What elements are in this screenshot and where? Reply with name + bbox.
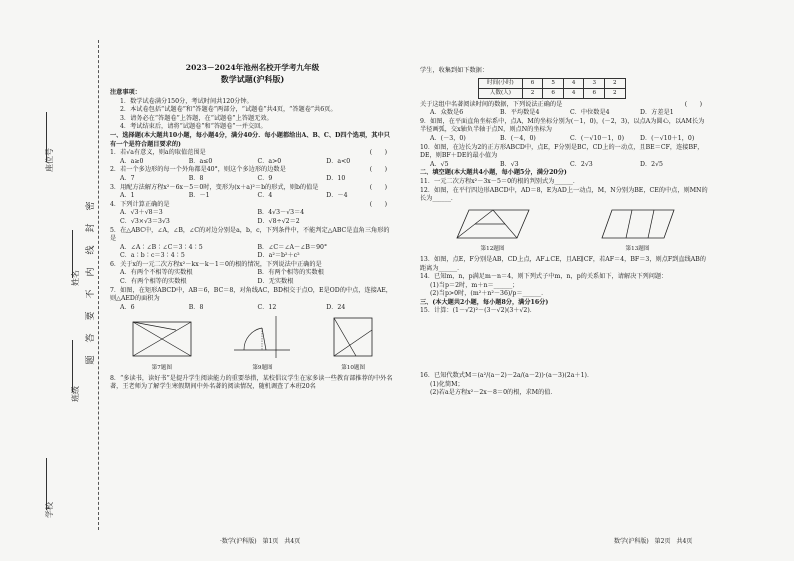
seal-word: 封 (86, 223, 96, 233)
option: C．√3×√3＝3√3 (120, 217, 170, 225)
answer-space (420, 316, 710, 372)
q6-options (110, 269, 395, 286)
question-4: 4．下列计算正确的是 ( ) (110, 200, 387, 208)
question-10: 10．如图，在边长为2的正方形ABCD中，点E，F分别是BC，CD上的一动点，且BE＝CF，连接BF，DE，则BF＋DE的最小值为 (420, 143, 704, 160)
coordinate-diagram (232, 314, 292, 360)
option: A．∠A∶∠B∶∠C＝3∶4∶5 (120, 243, 203, 251)
section-heading: 三、(本大题共2小题，每小题8分，满分16分) (420, 298, 549, 306)
figure-caption: 第13题图 (625, 246, 650, 253)
q16-part-2: (2)若a是方程x²－2x－8＝0的根，求M的值． (430, 389, 557, 397)
figure-10 (330, 314, 376, 372)
q2-options (110, 175, 395, 184)
parallelogram-diagram (453, 206, 533, 242)
q3-options (110, 192, 395, 201)
question-1: 1．若√a有意义，则a的取值范围是 ( ) (110, 149, 387, 157)
rectangle-diagram (129, 318, 195, 360)
question-14: 14．已知m，n，p满足m－n＝4，则下列式子中m，n，p的关系如下，请解决下列问题： (420, 273, 668, 281)
note-item: 4．考试结束后，请将“试题卷”和“答题卷”一并交回。 (120, 123, 267, 131)
option: C．2√3 (570, 160, 593, 168)
option: B．4√3－√3＝4 (257, 209, 305, 217)
square-diagram (330, 314, 376, 360)
figure-caption: 第10题图 (341, 365, 366, 372)
option: D．a²＝b²＋c² (257, 252, 300, 260)
option: B．平均数是4 (500, 109, 540, 117)
figure-13 (598, 206, 678, 254)
class-label: 班级 (71, 386, 80, 402)
seal-word: 不 (86, 289, 96, 299)
question-16: 16．已知代数式M＝(a²/(a－2)－2a/(a－2))·(a－3)(2a＋1)． (420, 372, 594, 380)
seal-word: 要 (86, 311, 96, 321)
school-label: 学校 (45, 502, 54, 518)
note-item: 1．数学试卷满分150分，考试时间共120分钟。 (120, 97, 253, 105)
note-item: 3．请务必在“答题卷”上答题，在“试题卷”上答题无效。 (120, 114, 273, 122)
table-cell: 6 (584, 88, 605, 98)
answer-paren: ( ) (369, 166, 387, 174)
question-6: 6．关于x的一元二次方程x²－kx－k－1＝0的根的情况，下列说法中正确的是 (110, 260, 322, 268)
table-cell: 3 (584, 78, 605, 88)
table-cell: 时间(小时) (479, 78, 523, 88)
table-row (479, 78, 626, 88)
option: B．∠C＝∠A－∠B＝90° (257, 243, 328, 251)
q9-options (420, 135, 710, 144)
name-line (72, 230, 73, 278)
table-cell: 6 (543, 88, 564, 98)
option: D．方差是1 (640, 109, 674, 117)
class-line (72, 340, 73, 392)
parallelogram-diagram-2 (598, 206, 678, 242)
school-line (46, 458, 47, 510)
page-one (110, 62, 395, 392)
option: D．－4 (326, 192, 348, 200)
q14-part-2: (2)当p>0时，(m²＋n²－36)/p＝______． (430, 290, 548, 298)
section-heading: 二、填空题(本大题共4小题，每小题5分，满分20分) (420, 169, 567, 177)
page-two (420, 67, 710, 398)
option: A．1 (120, 192, 135, 200)
table-cell: 2 (522, 88, 543, 98)
option: A．a≥0 (120, 157, 144, 165)
seal-word: 密 (86, 201, 96, 211)
option: D．24 (326, 303, 346, 311)
question-12: 12．如图，在平行四边形ABCD中，AD＝8，E为AD上一动点，M，N分别为BE，CE的中点，则MN的长为______． (420, 186, 708, 203)
question-11: 11．一元二次方程x²－3x－5＝0的根的判别式为______． (420, 177, 580, 185)
page-one-footer: ·数学(沪科版) 第1页 共4页 (220, 538, 301, 545)
q7-options (110, 304, 395, 313)
reading-time-table (478, 78, 626, 99)
answer-paren: ( ) (369, 200, 387, 208)
table-cell: 2 (605, 78, 626, 88)
option: C．12 (257, 303, 277, 311)
q4-options (110, 209, 395, 226)
note-item: 2．本试卷包括“试题卷”和“答题卷”两部分，“试题卷”共4页，“答题卷”共6页。 (120, 106, 337, 114)
figure-7 (129, 318, 195, 372)
seal-word: 答 (86, 333, 96, 343)
option: B．8 (188, 174, 204, 182)
table-cell: 人数(人) (479, 88, 523, 98)
section-heading: 一、选择题(本大题共10小题，每小题4分，满分40分．每小题都给出A、B、C、D四个选项，其中只有一个是符合题目要求的) (110, 131, 390, 148)
option: C．中位数是4 (570, 109, 610, 117)
option: C．4 (257, 192, 273, 200)
question-15: 15．计算：(1－√2)²－(3－√2)(3＋√2)． (420, 307, 536, 315)
option: D．10 (326, 174, 346, 182)
figure-caption: 第9题图 (252, 365, 273, 372)
figure-9 (232, 314, 292, 372)
option: B．8 (188, 303, 204, 311)
q5-options (110, 244, 395, 261)
table-cell: 5 (543, 78, 564, 88)
exam-title: 2023－2024年池州名校开学考九年级 (185, 63, 320, 72)
q8-statement: 关于这组中名著阅读时间的数据，下列说法正确的是 ( ) (420, 100, 702, 108)
seal-dashed-line (98, 40, 99, 530)
option: C．有两个相等的实数根 (120, 278, 187, 286)
figure-12 (453, 206, 533, 254)
table-cell: 4 (563, 78, 584, 88)
q14-part-1: (1)当p＝2时，m＋n＝______； (430, 281, 519, 289)
exam-no-line (46, 112, 47, 162)
answer-paren: ( ) (369, 183, 387, 191)
question-13: 13．如图，点E，F分别是AB，CD上点，AF⊥CE，且AE∥CF，若AF＝4，BF＝3，则点F到直线AB的距离为______． (420, 255, 706, 272)
q16-part-1: (1)化简M； (430, 380, 464, 388)
option: A．有两个不相等的实数根 (120, 269, 193, 277)
table-cell: 6 (522, 78, 543, 88)
option: A．6 (120, 303, 135, 311)
option: A．(－3，0) (430, 134, 466, 142)
option: A．7 (120, 174, 135, 182)
exam-no-label: 座位号 (45, 148, 54, 172)
seal-line-words (84, 195, 98, 371)
exam-subtitle: 数学试题(沪科版) (220, 74, 285, 84)
question-7: 7．如图，在矩形ABCD中，AB＝6，BC＝8，对角线AC，BD相交于点O，E是OD的中点，连接AE，则△AED的面积为 (110, 286, 392, 303)
table-cell: 4 (563, 88, 584, 98)
question-9: 9．如图，在平面直角坐标系中，点A，M的坐标分别为(－1，0)，(－2，3)，以点A为圆心，以AM长为半径画弧，交x轴负半轴于点N，则点N的坐标为 (420, 117, 705, 134)
question-8: 8．“多读书，读好书”是提升学生阅读能力的重要举措，某校倡议学生在家多读一些教育部推荐的中外名著，王老师为了解学生寒假期间中外名著的阅读情况，随机调查了本班20名 (110, 374, 393, 391)
figure-caption: 第12题图 (480, 246, 505, 253)
option: D．2√5 (640, 160, 663, 168)
answer-paren: ( ) (369, 149, 387, 157)
figures-row (110, 314, 395, 372)
option: B．(－4，0) (500, 134, 536, 142)
binding-strip (0, 0, 108, 561)
figures-row (420, 206, 710, 254)
option: A．众数是6 (430, 109, 464, 117)
q8-options (420, 109, 710, 118)
question-5: 5．在△ABC中，∠A，∠B，∠C的对边分别是a，b，c，下列条件中，不能判定△ABC是直角三角形的是 (110, 226, 390, 243)
notes-heading: 注意事项： (110, 89, 141, 96)
seal-word: 内 (86, 267, 96, 277)
q8-continued: 学生，收集到如下数据： (420, 67, 489, 74)
option: C．a>0 (257, 157, 282, 165)
name-label: 姓名 (71, 270, 80, 286)
seal-word: 题 (86, 355, 96, 365)
table-cell: 2 (605, 88, 626, 98)
option: D．无实数根 (257, 278, 294, 286)
option: C．(－√10－1，0) (570, 134, 625, 142)
option: C．a∶b∶c＝3∶4∶5 (120, 252, 185, 260)
option: D．(－√10＋1，0) (640, 134, 695, 142)
option: C．9 (257, 174, 273, 182)
figure-caption: 第7题图 (151, 365, 172, 372)
page-two-footer: 数学(沪科版) 第2页 共4页 (614, 538, 693, 545)
option: B．有两个相等的实数根 (257, 269, 324, 277)
option: D．a<0 (326, 157, 351, 165)
option: A．√3＋√8＝3 (120, 209, 163, 217)
option: B．－1 (188, 192, 210, 200)
question-2: 2．若一个多边形的每一个外角都是40°，则这个多边形的边数是 ( ) (110, 166, 387, 174)
answer-paren: ( ) (684, 100, 702, 108)
question-3: 3．用配方法解方程x²－6x－5＝0时，变形为(x＋a)²＝b的形式，则b的值是 ( ) (110, 183, 387, 191)
option: B．a≤0 (188, 157, 213, 165)
option: A．√5 (430, 160, 449, 168)
option: B．√3 (500, 160, 519, 168)
seal-word: 线 (86, 245, 96, 255)
table-row (479, 88, 626, 98)
option: D．√8÷√2＝2 (257, 217, 300, 225)
